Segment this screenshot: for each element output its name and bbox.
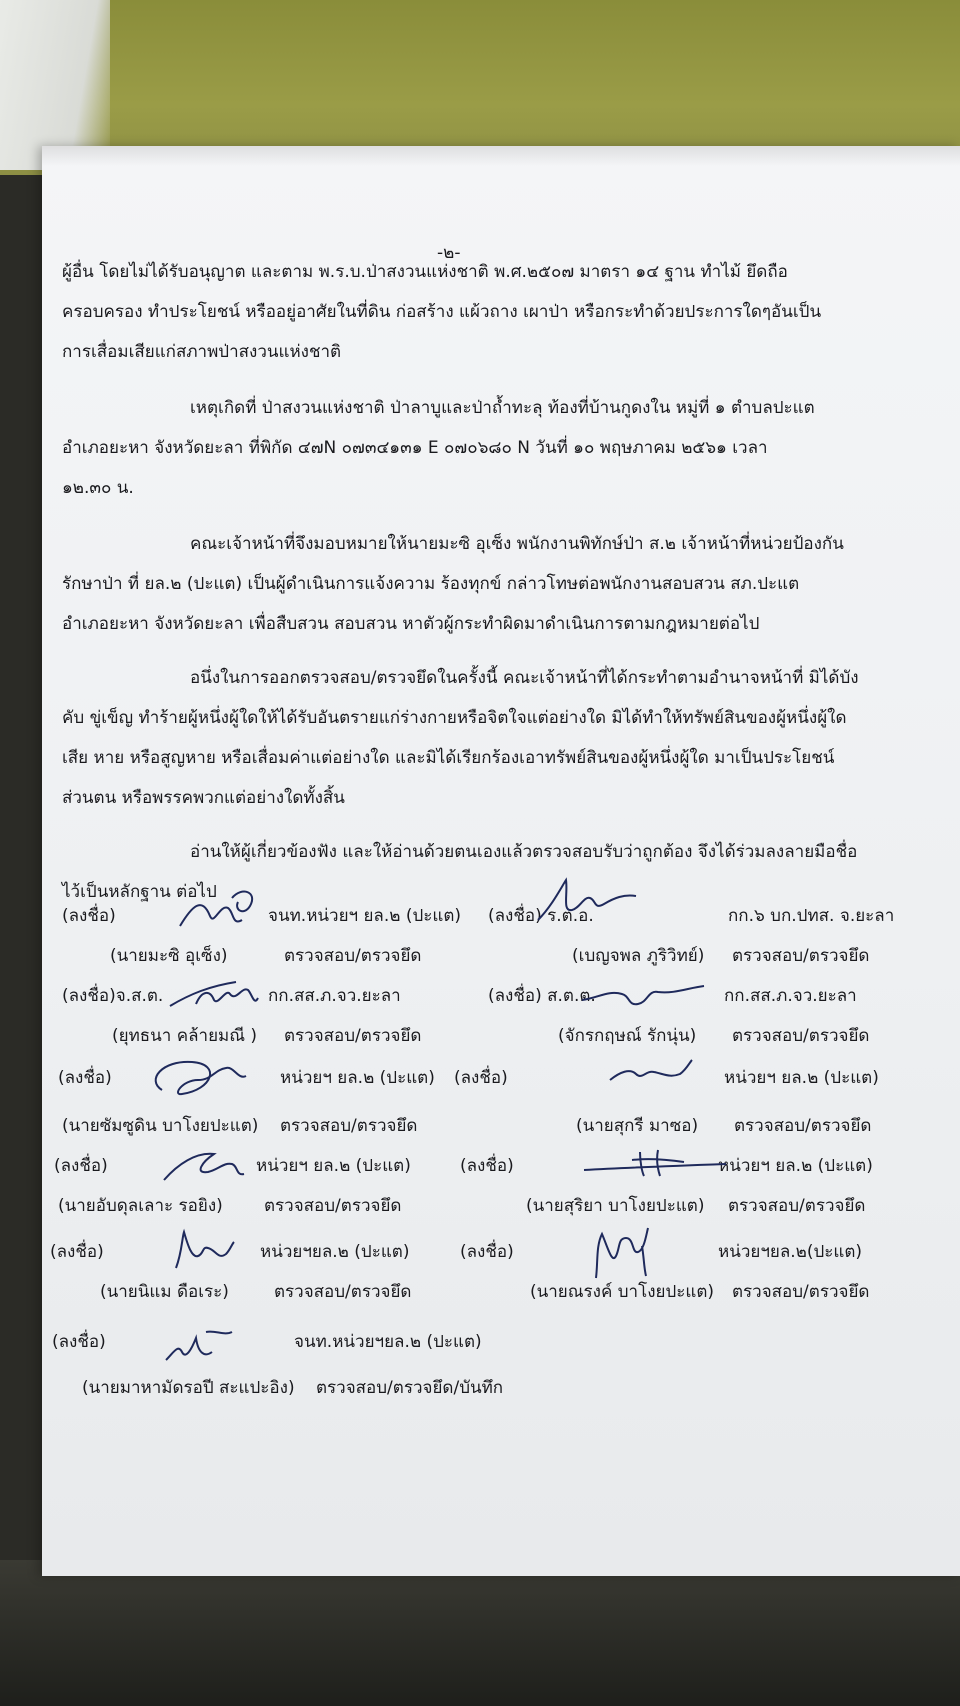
signature-mark-abdullah (158, 1144, 258, 1184)
signature-mark-nimae (168, 1228, 238, 1272)
sig-right-4-name: (นายสุริยา บาโงยปะแต) (526, 1196, 705, 1216)
sig-right-1-role: ตรวจสอบ/ตรวจยึด (732, 946, 870, 966)
sig-left-5-role: ตรวจสอบ/ตรวจยึด (274, 1282, 412, 1302)
sig-right-4-role: ตรวจสอบ/ตรวจยึด (728, 1196, 866, 1216)
signature-mark-mahamad (160, 1322, 240, 1366)
p3-line-3: อำเภอยะหา จังหวัดยะลา เพื่อสืบสวน สอบสวน หาตัวผู้กระทำผิดมาดำเนินการตามกฎหมายต่อไป (62, 614, 760, 634)
p2-line-2: อำเภอยะหา จังหวัดยะลา ที่พิกัด ๔๗N ๐๗๓๔๑๓๑ E ๐๗๐๖๘๐ N วันที่ ๑๐ พฤษภาคม ๒๕๖๑ เวลา (62, 438, 768, 458)
sig-right-1-name: (เบญจพล ภูริวิทย์) (572, 946, 705, 966)
p5-line-1: อ่านให้ผู้เกี่ยวข้องฟัง และให้อ่านด้วยตนเองแล้วตรวจสอบรับว่าถูกต้อง จึงได้ร่วมลงลายมือชื่อ (190, 842, 858, 862)
sig-right-5-position: หน่วยฯยล.๒(ปะแต) (718, 1242, 863, 1262)
signature-mark-masi (172, 886, 262, 934)
sig-right-5-name: (นายณรงค์ บาโงยปะแต) (530, 1282, 715, 1302)
p2-line-3: ๑๒.๓๐ น. (62, 478, 134, 498)
p4-line-4: ส่วนตน หรือพรรคพวกแต่อย่างใดทั้งสิ้น (62, 788, 345, 808)
p3-line-1: คณะเจ้าหน้าที่จึงมอบหมายให้นายมะซิ อุเซ็ง พนักงานพิทักษ์ป่า ส.๒ เจ้าหน้าที่หน่วยป้องกัน (190, 534, 844, 554)
sig-left-3-label: (ลงชื่อ) (58, 1068, 112, 1088)
sig-left-2-position: กก.สส.ภ.จว.ยะลา (268, 986, 401, 1006)
sig-left-2-label: (ลงชื่อ)จ.ส.ต. (62, 986, 164, 1006)
p1-line-3: การเสื่อมเสียแก่สภาพป่าสงวนแห่งชาติ (62, 342, 342, 362)
background-floor (0, 1560, 960, 1706)
sig-left-4-label: (ลงชื่อ) (54, 1156, 108, 1176)
sig-left-3-role: ตรวจสอบ/ตรวจยึด (280, 1116, 418, 1136)
p5-line-2: ไว้เป็นหลักฐาน ต่อไป (62, 882, 217, 902)
sig-left-1-role: ตรวจสอบ/ตรวจยึด (284, 946, 422, 966)
sig-left-4-name: (นายอับดุลเลาะ รอยิง) (58, 1196, 223, 1216)
sig-left-6-name: (นายมาหามัดรอปี สะแปะอิง) (82, 1378, 295, 1398)
sig-left-6-label: (ลงชื่อ) (52, 1332, 106, 1352)
sig-right-4-position: หน่วยฯ ยล.๒ (ปะแต) (718, 1156, 873, 1176)
signature-mark-samsudin (142, 1050, 262, 1106)
p1-line-2: ครอบครอง ทำประโยชน์ หรืออยู่อาศัยในที่ดิน ก่อสร้าง แผ้วถาง เผาป่า หรือกระทำด้วยประการใดๆอันเป็น (62, 302, 822, 322)
sig-right-1-position: กก.๖ บก.ปทส. จ.ยะลา (728, 906, 895, 926)
sig-right-2-name: (จักรกฤษณ์ รักนุ่น) (558, 1026, 697, 1046)
sig-left-6-position: จนท.หน่วยฯยล.๒ (ปะแต) (294, 1332, 482, 1352)
sig-right-3-position: หน่วยฯ ยล.๒ (ปะแต) (724, 1068, 879, 1088)
sig-left-4-role: ตรวจสอบ/ตรวจยึด (264, 1196, 402, 1216)
document (42, 146, 960, 1576)
sig-left-5-label: (ลงชื่อ) (50, 1242, 104, 1262)
sig-right-3-role: ตรวจสอบ/ตรวจยึด (734, 1116, 872, 1136)
sig-left-1-position: จนท.หน่วยฯ ยล.๒ (ปะแต) (268, 906, 462, 926)
p1-line-1: ผู้อื่น โดยไม่ได้รับอนุญาต และตาม พ.ร.บ.ป่าสงวนแห่งชาติ พ.ศ.๒๕๐๗ มาตรา ๑๔ ฐาน ทำไม้ ยึดถือ (62, 262, 788, 282)
background-wall (0, 0, 110, 170)
p4-line-2: คับ ขู่เข็ญ ทำร้ายผู้หนึ่งผู้ใดให้ได้รับอันตรายแก่ร่างกายหรือจิตใจแต่อย่างใด มิได้ทำให้ทรัพย์สินของผู้หนึ่งผู้ใด (62, 708, 847, 728)
sig-left-2-name: (ยุทธนา คล้ายมณี ) (112, 1026, 258, 1046)
sig-left-3-name: (นายซัมซูดิน บาโงยปะแต) (62, 1116, 259, 1136)
signature-mark-sukri (606, 1058, 696, 1088)
sig-right-1-label: (ลงชื่อ) ร.ต.อ. (488, 906, 594, 926)
sig-left-1-label: (ลงชื่อ) (62, 906, 116, 926)
sig-right-5-label: (ลงชื่อ) (460, 1242, 514, 1262)
p4-line-3: เสีย หาย หรือสูญหาย หรือเสื่อมค่าแต่อย่างใด และมิได้เรียกร้องเอาทรัพย์สินของผู้หนึ่งผู้ใด มาเป็นประโยชน์ (62, 748, 835, 768)
p3-line-2: รักษาป่า ที่ ยล.๒ (ปะแต) เป็นผู้ดำเนินการแจ้งความ ร้องทุกข์ กล่าวโทษต่อพนักงานสอบสวน สภ.ปะแต (62, 574, 800, 594)
sig-right-2-role: ตรวจสอบ/ตรวจยึด (732, 1026, 870, 1046)
p4-line-1: อนึ่งในการออกตรวจสอบ/ตรวจยึดในครั้งนี้ คณะเจ้าหน้าที่ได้กระทำตามอำนาจหน้าที่ มิได้บัง (190, 668, 859, 688)
signature-mark-suriya (580, 1146, 730, 1178)
sig-right-3-label: (ลงชื่อ) (454, 1068, 508, 1088)
sig-left-5-position: หน่วยฯยล.๒ (ปะแต) (260, 1242, 410, 1262)
signature-mark-yutthana (166, 976, 266, 1012)
p2-line-1: เหตุเกิดที่ ป่าสงวนแห่งชาติ ป่าลาบูและป่าถ้ำทะลุ ท้องที่บ้านกูดงใน หมู่ที่ ๑ ตำบลปะแต (190, 398, 815, 418)
sig-left-3-position: หน่วยฯ ยล.๒ (ปะแต) (280, 1068, 435, 1088)
sig-left-5-name: (นายนิแม ดือเระ) (100, 1282, 229, 1302)
sig-right-4-label: (ลงชื่อ) (460, 1156, 514, 1176)
signature-mark-benjapon (532, 876, 642, 928)
signature-mark-narong (586, 1226, 656, 1282)
sig-right-3-name: (นายสุกรี มาซอ) (576, 1116, 699, 1136)
sig-left-6-role: ตรวจสอบ/ตรวจยึด/บันทึก (316, 1378, 504, 1398)
page-number: -๒- (437, 243, 461, 263)
sig-left-4-position: หน่วยฯ ยล.๒ (ปะแต) (256, 1156, 411, 1176)
signature-mark-jakkrit (578, 980, 708, 1012)
sig-right-2-position: กก.สส.ภ.จว.ยะลา (724, 986, 857, 1006)
sig-right-2-label: (ลงชื่อ) ส.ต.ต. (488, 986, 596, 1006)
sig-left-1-name: (นายมะซิ อุเซ็ง) (110, 946, 228, 966)
sig-right-5-role: ตรวจสอบ/ตรวจยึด (732, 1282, 870, 1302)
sig-left-2-role: ตรวจสอบ/ตรวจยึด (284, 1026, 422, 1046)
